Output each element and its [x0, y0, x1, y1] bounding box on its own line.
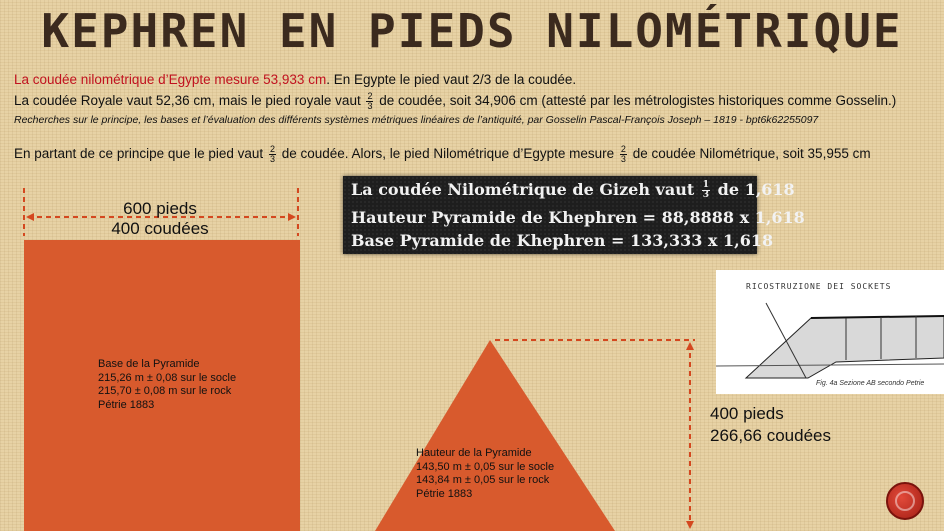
coudee-royale-text-end: de coudée, soit 34,906 cm (attesté par les métrologistes historiques comme Gosselin.) [379, 93, 897, 109]
height-feet-label: 400 pieds [710, 404, 784, 423]
intro-line-1 [14, 72, 576, 87]
slide-title: KEPHREN EN PIEDS NILOMÉTRIQUE [41, 4, 903, 58]
pied-vaut-text: . En Egypte le pied vaut 2/3 de la coudée. [326, 72, 577, 87]
height-box-line: 143,50 m ± 0,05 sur le socle [416, 460, 555, 473]
base-box-line: 215,26 m ± 0,08 sur le socle [98, 371, 237, 384]
reference-text: Recherches sur le principe, les bases et l’évaluation des différents systèmes métriques linéaires de l’antiquité, par Gosselin Pascal-François Joseph – 1819 - bpt6k62255097 [14, 114, 819, 126]
sketch-title: RICOSTRUZIONE DEI SOCKETS [746, 282, 892, 291]
sketch-drawing [716, 298, 944, 380]
chalkboard-panel [343, 176, 805, 254]
principe-text: En partant de ce principe que le pied vaut [14, 146, 264, 162]
pied-nilometrique-text: de coudée. Alors, le pied Nilométrique d’Egypte mesure [281, 146, 615, 162]
base-feet-label: 600 pieds [123, 199, 197, 218]
base-box-line: 215,70 ± 0,08 m sur le rock [98, 385, 232, 397]
height-box-line: 143,84 m ± 0,05 sur le rock [416, 474, 550, 486]
base-cubits-label: 400 coudées [111, 219, 209, 238]
chalk-line-3: Base Pyramide de Khephren = 133,333 x 1,618 [351, 231, 774, 250]
chalk-line-1 [351, 180, 795, 200]
sketch-caption: Fig. 4a Sezione AB secondo Petrie [816, 380, 925, 387]
chalk-line-1-end: de 1,618 [717, 180, 795, 199]
fraction-two-thirds: $\frac{2}{3}$ [620, 144, 626, 164]
chalk-line-1-text: La coudée Nilométrique de Gizeh vaut [351, 180, 695, 199]
base-box-title: Base de la Pyramide [98, 358, 200, 370]
socket-sketch-image [716, 270, 944, 394]
height-box-title: Hauteur de la Pyramide [416, 447, 532, 459]
slide-nav-button[interactable] [886, 482, 924, 520]
height-cubits-label: 266,66 coudées [710, 426, 831, 445]
base-box-text [98, 358, 236, 412]
coudee-royale-text: La coudée Royale vaut 52,36 cm, mais le pied royale vaut [14, 93, 361, 109]
height-box-text [416, 447, 554, 501]
chalk-line-2: Hauteur Pyramide de Khephren = 88,8888 x 1,618 [351, 208, 805, 227]
coudee-nilometrique-text: La coudée nilométrique d’Egypte mesure 53,933 cm [14, 72, 327, 87]
pied-nilometrique-value: de coudée Nilométrique, soit 35,955 cm [632, 146, 871, 162]
base-box-line: Pétrie 1883 [98, 398, 155, 411]
height-box-line: Pétrie 1883 [416, 487, 473, 500]
fraction-two-thirds: $\frac{2}{3}$ [269, 144, 275, 164]
fraction-one-third: $\frac{1}{3}$ [702, 180, 710, 200]
intro-line-2 [14, 92, 896, 111]
fraction-two-thirds: $\frac{2}{3}$ [367, 91, 373, 111]
intro-line-4 [14, 145, 871, 164]
nav-ring-icon [895, 491, 915, 511]
